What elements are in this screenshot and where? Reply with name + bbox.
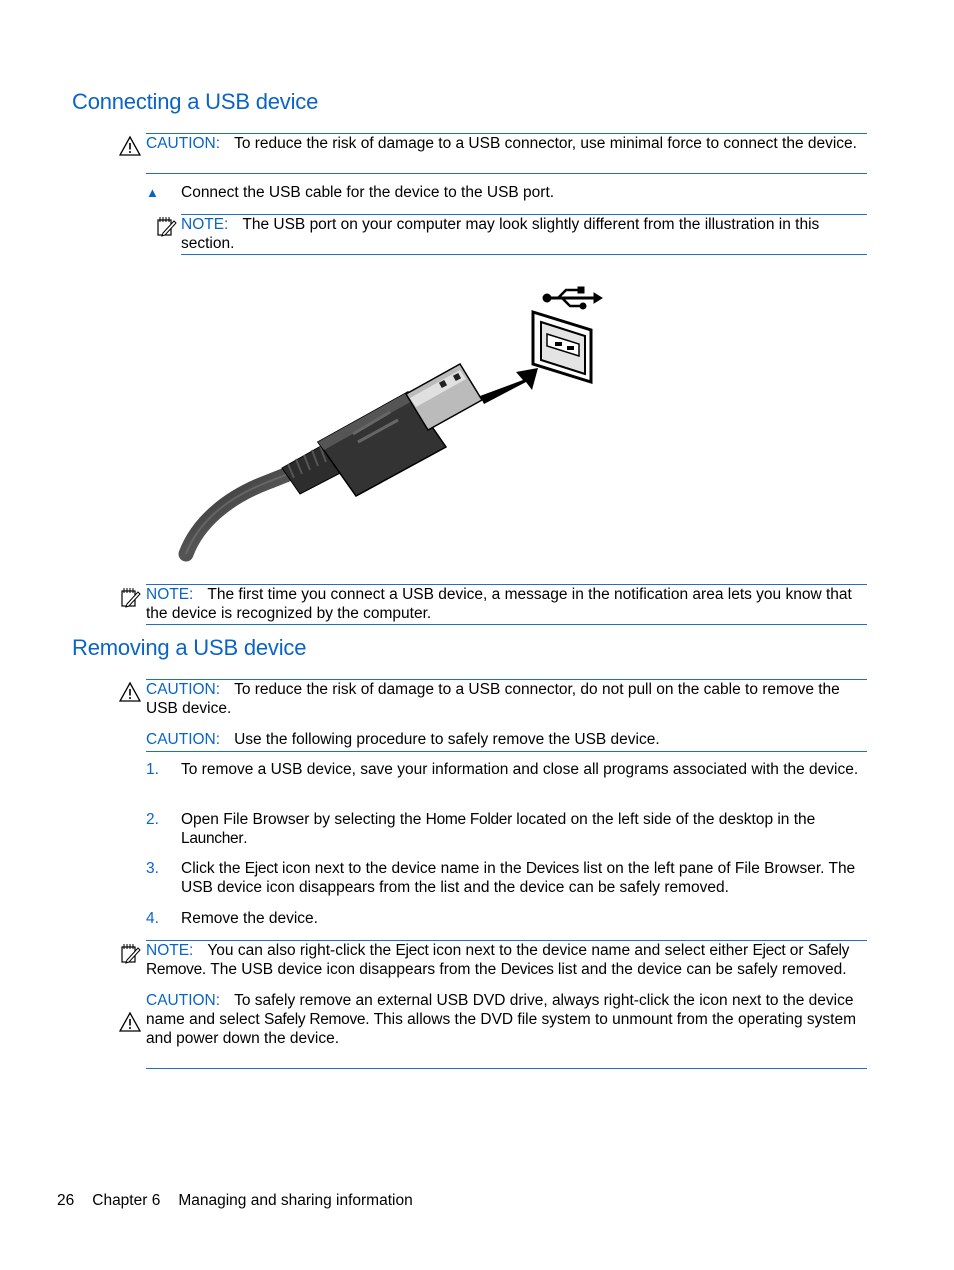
step-number: 2. <box>146 811 159 828</box>
ui-term: Safely Remove <box>146 942 850 978</box>
chapter-label: Chapter 6 <box>92 1192 161 1209</box>
usb-illustration <box>178 282 608 562</box>
note-icon <box>155 215 177 237</box>
note-callout <box>181 214 867 255</box>
usb-plug <box>282 364 482 496</box>
caution-icon <box>119 681 141 703</box>
caution-text: To reduce the risk of damage to a USB connector, do not pull on the cable to remove the USB device. <box>146 681 840 717</box>
usb-symbol-icon <box>543 287 602 309</box>
note-text: The first time you connect a USB device, a message in the notification area lets you know that the device is recognized by the computer. <box>146 586 852 622</box>
section-title-removing: Removing a USB device <box>72 635 307 660</box>
step-text: Remove the device. <box>181 910 318 927</box>
note-paragraph: NOTE: You can also right-click the Eject icon next to the device name and select either Eject or Safely Remove. The USB device icon disappears from the Devices list and the device can be safely removed. <box>146 942 850 978</box>
step-marker: ▲ <box>146 185 159 200</box>
caution-label: CAUTION: <box>146 731 221 748</box>
chapter-title: Managing and sharing information <box>178 1192 413 1209</box>
note-label: NOTE: <box>146 942 194 959</box>
caution-paragraph <box>146 730 867 749</box>
caution-callout <box>146 679 867 752</box>
caution-label: CAUTION: <box>146 992 221 1009</box>
ui-term: Eject <box>244 860 278 877</box>
note-callout <box>146 584 867 625</box>
note-caution-callout <box>146 940 867 1069</box>
note-text: The USB port on your computer may look slightly different from the illustration in this section. <box>181 216 820 252</box>
caution-text: Use the following procedure to safely remove the USB device. <box>234 731 660 748</box>
caution-paragraph: CAUTION: To safely remove an external USB DVD drive, always right-click the icon next to the device name and select Safely Remove. This allows the DVD file system to unmount from the operating system and power down the device. <box>146 992 856 1047</box>
step-number: 4. <box>146 910 159 927</box>
step-number: 3. <box>146 860 159 877</box>
caution-label: CAUTION: <box>146 135 221 152</box>
ui-term: Devices <box>500 961 554 978</box>
caution-callout <box>146 133 867 174</box>
note-label: NOTE: <box>146 586 194 603</box>
caution-text: To reduce the risk of damage to a USB connector, use minimal force to connect the device. <box>234 135 857 152</box>
ui-term: Eject <box>395 942 429 959</box>
usb-port <box>533 312 591 382</box>
section-title-connecting: Connecting a USB device <box>72 89 319 114</box>
ui-term: Launcher <box>181 830 244 847</box>
step-text: To remove a USB device, save your information and close all programs associated with the device. <box>181 761 859 778</box>
caution-label: CAUTION: <box>146 681 221 698</box>
caution-icon <box>119 135 141 157</box>
step-text: Connect the USB cable for the device to the USB port. <box>181 184 555 201</box>
ui-term: Safely Remove <box>264 1011 366 1028</box>
arrow-icon <box>480 368 538 404</box>
ui-term: Eject <box>752 942 786 959</box>
step-text: Click the Eject icon next to the device name in the Devices list on the left pane of File Browser. The USB device icon disappears from the list and the device can be safely removed. <box>181 860 856 896</box>
note-icon <box>119 942 141 964</box>
page-number: 26 <box>57 1192 75 1209</box>
note-icon <box>119 586 141 608</box>
step-text: Open File Browser by selecting the Home Folder located on the left side of the desktop in the Launcher. <box>181 811 816 847</box>
caution-paragraph <box>146 680 867 718</box>
note-label: NOTE: <box>181 216 229 233</box>
page-footer <box>57 1191 431 1210</box>
caution-icon <box>119 1011 141 1033</box>
ui-term: Devices <box>525 860 579 877</box>
ui-term: Home Folder <box>425 811 512 828</box>
step-number: 1. <box>146 761 159 778</box>
